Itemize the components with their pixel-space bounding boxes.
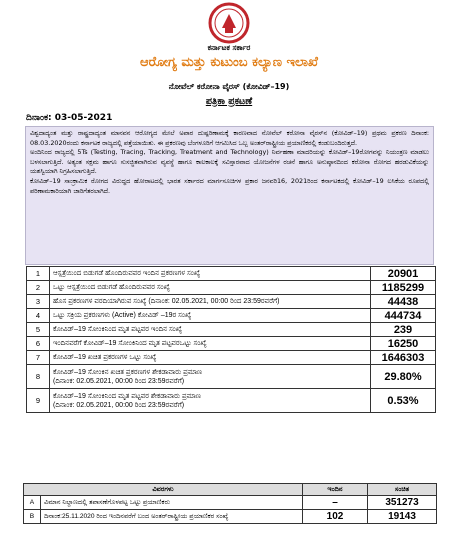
stats-label-text: ಹೊಸ ಪ್ರಕರಣಗಳ ವರದಿಯಾಗಿರುವ ಸಂಖ್ಯೆ (ದಿನಾಂಕ: 02.05.2021, 00:00 ರಿಂದ 23:59ರವರೆಗೆ) <box>53 298 280 305</box>
stats-label-text: ಒಟ್ಟು ಸಕ್ರಿಯ ಪ್ರಕರಣಗಳು (Active) ಕೋವಿಡ್ –19ರ ಸಂಖ್ಯೆ <box>53 312 192 319</box>
travel-row-label: ದಿನಾಂಕ:25.11.2020 ರಿಂದ ಇಂದಿನವರೆಗೆ ಬಂದ ಅಂತರ್‌ರಾಷ್ಟ್ರೀಯ ಪ್ರಯಾಣಿಕರ ಸಂಖ್ಯೆ <box>41 510 303 524</box>
stats-row-label <box>50 389 371 413</box>
travel-row-id: A <box>24 496 41 510</box>
stats-row-number: 2 <box>27 281 50 295</box>
stats-label-subtext: (ದಿನಾಂಕ: 02.05.2021, 00:00 ರಿಂದ 23:59ರವರೆಗೆ) <box>53 401 185 409</box>
travel-header-row <box>24 484 437 496</box>
travel-header-today: ಇಂದಿನ <box>303 484 368 496</box>
stats-row <box>27 295 436 309</box>
stats-row <box>27 309 436 323</box>
stats-row-number: 1 <box>27 267 50 281</box>
stats-row-number: 8 <box>27 365 50 389</box>
stats-row-value: 44438 <box>371 295 436 309</box>
stats-row-label <box>50 309 371 323</box>
stats-row-number: 9 <box>27 389 50 413</box>
stats-row-value: 16250 <box>371 337 436 351</box>
stats-label-subtext: (ದಿನಾಂಕ: 02.05.2021, 00:00 ರಿಂದ 23:59ರವರೆಗೆ) <box>53 377 185 385</box>
travel-row-today: – <box>303 496 368 510</box>
stats-row-value: 0.53% <box>371 389 436 413</box>
stats-row-label <box>50 365 371 389</box>
stats-row-value: 1646303 <box>371 351 436 365</box>
stats-row-number: 5 <box>27 323 50 337</box>
stats-row-value: 29.80% <box>371 365 436 389</box>
travel-header-details: ವಿವರಗಳು <box>24 484 303 496</box>
stats-row <box>27 365 436 389</box>
stats-label-text: ಒಟ್ಟು ಆಸ್ಪತ್ರೆಯಿಂದ ಬಿಡುಗಡೆ ಹೊಂದಿರುವವರ ಸಂಖ್ಯೆ <box>53 284 170 291</box>
stats-row <box>27 323 436 337</box>
travel-row-cumulative: 19143 <box>368 510 437 524</box>
document-type: ಪತ್ರಿಕಾ ಪ್ರಕಟಣೆ <box>205 96 253 107</box>
stats-label-text: ಕೋವಿಡ್–19 ಸೋಂಕಿನ ಖಚಿತ ಪ್ರಕರಣಗಳ ಶೇಕಡಾವಾರು ಪ್ರಮಾಣ <box>53 368 203 376</box>
travel-row <box>24 510 437 524</box>
intro-box <box>25 126 434 265</box>
stats-label-text: ಕೋವಿಡ್–19 ಖಚಿತ ಪ್ರಕರಣಗಳ ಒಟ್ಟು ಸಂಖ್ಯೆ <box>53 354 157 361</box>
stats-row-label <box>50 323 371 337</box>
stats-row-label <box>50 267 371 281</box>
travel-row-today: 102 <box>303 510 368 524</box>
intro-paragraph-3: ಕೋವಿಡ್–19 ಸಾಂಕ್ರಾಮಿಕ ರೋಗದ ವಿರುದ್ಧದ ಹೋರಾಟದಲ್ಲಿ ಭಾರತ ಸರ್ಕಾರದ ಮಾರ್ಗಸೂಚಿಗಳ ಪ್ರಕಾರ ಜನವರಿ16, 2021ರಿಂದ ಕರ್ನಾಟಕದಲ್ಲಿ ಕೋವಿಡ್–19 ಲಸಿಕೆಯ ರೂಪದಲ್ಲಿ ಪರಿಣಾಮಕಾರಿಯಾಗಿ ಜಾರಿಗೆತರಲಾಗಿದೆ. <box>30 176 429 195</box>
intro-paragraph-1: ವಿಶ್ವದಾದ್ಯಂತ ಮತ್ತು ರಾಷ್ಟ್ರದಾದ್ಯಂತ ಮಾನವನ ಆರೋಗ್ಯದ ಮೇಲೆ ಅಪಾರ ದುಷ್ಪರಿಣಾಮಕ್ಕೆ ಕಾರಣವಾದ ನೋವೆಲ್ ಕರೋನಾ ವೈರಸ್‌ನ (ಕೋವಿಡ್–19) ಪ್ರಥಮ ಪ್ರಕರಣ ದಿನಾಂಕ: 08.03.2020ರಂದು ಕರ್ನಾಟಕ ರಾಜ್ಯದಲ್ಲಿ ಪತ್ತೆಯಾಯಿತು. ಈ ಪ್ರಕರಣವು ಬೆಂಗಳೂರಿಗೆ ಆಗಮಿಸಿದ ಒಬ್ಬ ಅಂತರ್‌ರಾಷ್ಟ್ರೀಯ ಪ್ರಯಾಣಿಕರಲ್ಲಿ ಕಂಡುಬಂದಿರುತ್ತದೆ. <box>30 129 429 147</box>
stats-row <box>27 351 436 365</box>
travel-row <box>24 496 437 510</box>
stats-row-label <box>50 281 371 295</box>
travel-header-cumulative: ಸಂಚಿತ <box>368 484 437 496</box>
stats-row-number: 6 <box>27 337 50 351</box>
stats-row-value: 1185299 <box>371 281 436 295</box>
stats-row-label <box>50 337 371 351</box>
travel-row-label: ವಿಮಾನ ನಿಲ್ದಾಣದಲ್ಲಿ ತಪಾಸಣೆಗೊಳಪಟ್ಟ ಒಟ್ಟು ಪ್ರಯಾಣಿಕರು <box>41 496 303 510</box>
stats-row <box>27 267 436 281</box>
stats-row <box>27 337 436 351</box>
stats-row-value: 239 <box>371 323 436 337</box>
stats-row <box>27 389 436 413</box>
department-title: ಆರೋಗ್ಯ ಮತ್ತು ಕುಟುಂಬ ಕಲ್ಯಾಣ ಇಲಾಖೆ <box>140 55 318 70</box>
stats-row-value: 444734 <box>371 309 436 323</box>
subject-line: ನೋವೆಲ್ ಕರೋನಾ ವೈರಸ್ (ಕೋವಿಡ್–19) <box>168 82 290 91</box>
stats-row-label <box>50 351 371 365</box>
stats-row-number: 7 <box>27 351 50 365</box>
stats-row-label <box>50 295 371 309</box>
stats-row <box>27 281 436 295</box>
stats-row-value: 20901 <box>371 267 436 281</box>
travel-row-cumulative: 351273 <box>368 496 437 510</box>
intro-paragraph-2: ಅಂದಿನಿಂದ ರಾಜ್ಯದಲ್ಲಿ 5Ts (Testing, Tracing, Tracking, Treatment and Technology) ನಿರ್ವಹಣಾ ಮಾದರಿಯನ್ನು ಕೋವಿಡ್–19ರೋಗವನ್ನು ನಿಯಂತ್ರಣ ಮಾಡಲು ಬಳಸಲಾಗುತ್ತಿದೆ. ಅತ್ಯಂತ ಸಕ್ಷಮ ಹಾಗೂ ಸುಸಜ್ಜಿತವಾಗಿರುವ ವ್ಯವಸ್ಥೆ ಹಾಗೂ ಕಾಲಕಾಲಕ್ಕೆ ಸವಿಸ್ತಾರವಾದ ಯೋಜನೆಗಳ ರಚನೆ ಹಾಗೂ ಅನುಷ್ಠಾನದಿಂದ ಕರೋನಾ ರೋಗದ ಹರಡುವಿಕೆಯನ್ನು ಯಶಸ್ವಿಯಾಗಿ ನಿಗ್ರಹಿಸಲಾಗುತ್ತಿದೆ. <box>30 148 429 176</box>
government-name: ಕರ್ನಾಟಕ ಸರ್ಕಾರ <box>207 43 251 52</box>
stats-row-number: 4 <box>27 309 50 323</box>
stats-row-number: 3 <box>27 295 50 309</box>
stats-label-text: ಇಂದಿನವರೆಗೆ ಕೋವಿಡ್–19 ಸೋಂಕಿನಿಂದ ಮೃತ ಪಟ್ಟವರಒಟ್ಟು ಸಂಖ್ಯೆ <box>53 340 207 347</box>
release-date: ದಿನಾಂಕ: 03-05-2021 <box>26 113 113 123</box>
stats-table <box>26 266 436 413</box>
karnataka-emblem-icon <box>208 2 250 44</box>
travel-table <box>23 483 437 524</box>
stats-label-text: ಕೋವಿಡ್–19 ಸೋಂಕಿನಿಂದ ಮೃತ ಪಟ್ಟವರ ಇಂದಿನ ಸಂಖ್ಯೆ <box>53 326 183 333</box>
travel-row-id: B <box>24 510 41 524</box>
stats-label-text: ಆಸ್ಪತ್ರೆಯಿಂದ ಬಿಡುಗಡೆ ಹೊಂದಿರುವವರ ಇಂದಿನ ಪ್ರಕರಣಗಳ ಸಂಖ್ಯೆ <box>53 270 201 277</box>
stats-label-text: ಕೋವಿಡ್–19 ಸೋಂಕಿನಿಂದ ಮೃತ ಪಟ್ಟವರ ಶೇಕಡಾವಾರು ಪ್ರಮಾಣ <box>53 392 201 400</box>
